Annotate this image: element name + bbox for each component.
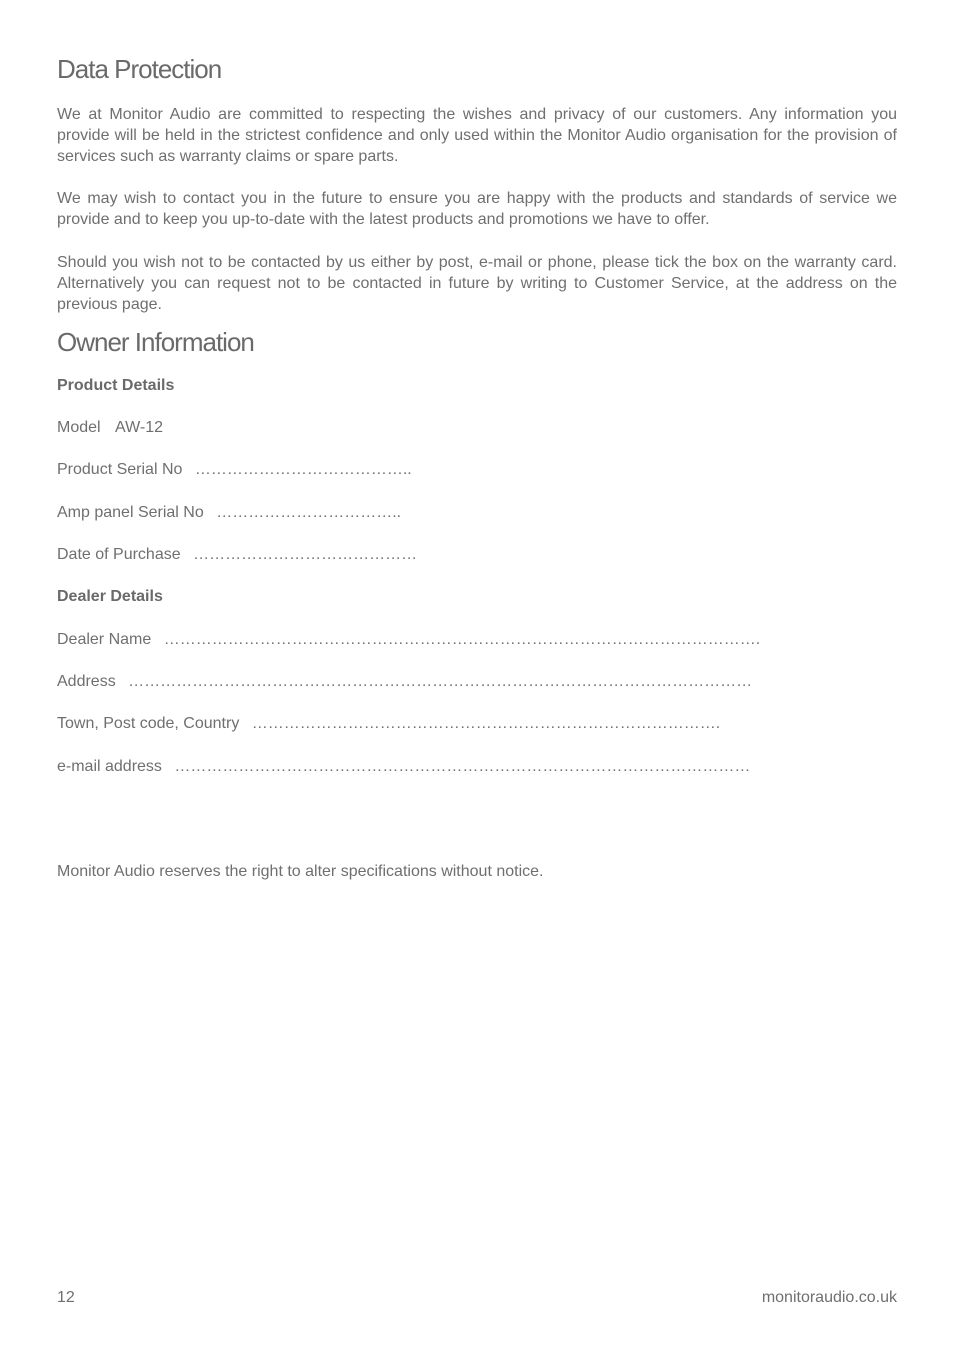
address-label: Address	[57, 673, 116, 690]
amp-panel-serial-field[interactable]	[57, 504, 401, 522]
website-link[interactable]: monitoraudio.co.uk	[761, 1289, 897, 1306]
dealer-name-label: Dealer Name	[57, 631, 152, 648]
model-value: AW-12	[115, 419, 164, 436]
amp-panel-serial-label: Amp panel Serial No	[57, 504, 204, 521]
date-of-purchase-label: Date of Purchase	[57, 546, 181, 563]
owner-information-title: Owner Information	[57, 327, 254, 357]
product-serial-dotted-line[interactable]: …………………………………..	[194, 461, 412, 478]
data-protection-paragraph-1: We at Monitor Audio are committed to respecting the wishes and privacy of our customers. Any information you provide will be held in the strictest confidence and only used within the Monitor Audio organisation for the provision of services such as warranty claims or spare parts.	[57, 106, 897, 165]
product-details-heading: Product Details	[57, 377, 175, 394]
data-protection-paragraph-3: Should you wish not to be contacted by us either by post, e-mail or phone, please tick the box on the warranty card. Alternatively you can request not to be contacted in future by writing to Customer Service, at the address on the previous page.	[57, 254, 897, 313]
dealer-name-field[interactable]	[57, 631, 760, 649]
data-protection-paragraph-2: We may wish to contact you in the future to ensure you are happy with the products and standards of service we provide and to keep you up-to-date with the latest products and promotions we have to offer.	[57, 190, 897, 228]
product-serial-label: Product Serial No	[57, 461, 183, 478]
town-postcode-country-dotted-line[interactable]: …………………………………………………………………………….	[251, 715, 721, 732]
page-number: 12	[57, 1289, 75, 1306]
date-of-purchase-field[interactable]	[57, 546, 417, 564]
product-serial-field[interactable]	[57, 461, 412, 479]
date-of-purchase-dotted-line[interactable]: ……………………………………	[193, 546, 418, 563]
address-field[interactable]	[57, 673, 752, 691]
specifications-notice: Monitor Audio reserves the right to alter specifications without notice.	[57, 863, 544, 880]
model-field	[57, 419, 163, 437]
address-dotted-line[interactable]: ………………………………………………………………………………………………………	[128, 673, 753, 690]
email-address-field[interactable]	[57, 758, 750, 776]
amp-panel-serial-dotted-line[interactable]: ……………………………..	[216, 504, 402, 521]
email-address-dotted-line[interactable]: ………………………………………………………………………………………………	[174, 758, 751, 775]
dealer-name-dotted-line[interactable]: ………………………………………………………………………………………………….	[163, 631, 761, 648]
dealer-details-heading: Dealer Details	[57, 588, 163, 605]
town-postcode-country-field[interactable]	[57, 715, 720, 733]
model-label: Model	[57, 419, 101, 436]
email-address-label: e-mail address	[57, 758, 162, 775]
data-protection-title: Data Protection	[57, 54, 222, 84]
town-postcode-country-label: Town, Post code, Country	[57, 715, 240, 732]
